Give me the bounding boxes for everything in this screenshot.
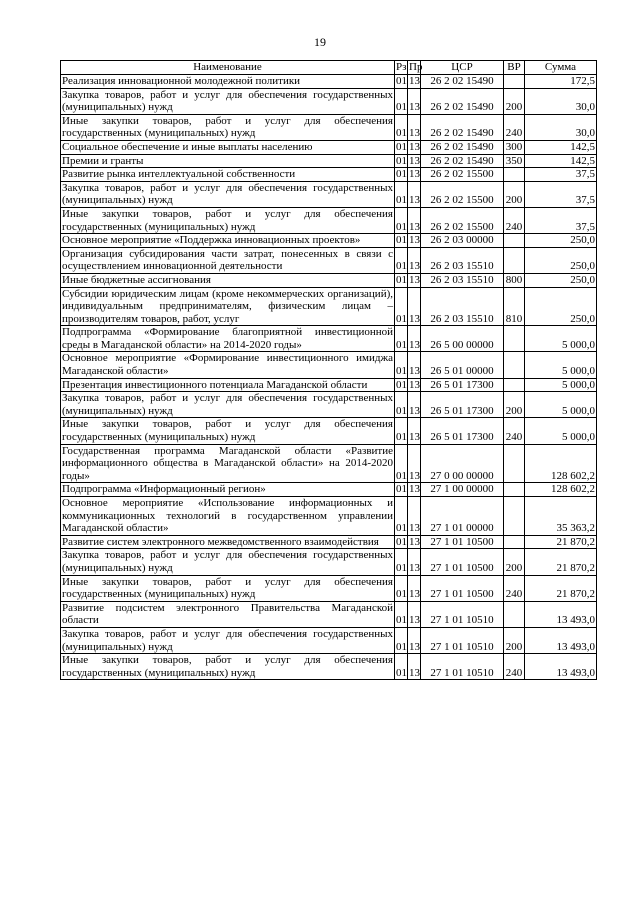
row-pr-cell: 13 [408, 627, 421, 653]
row-pr-cell: 13 [408, 247, 421, 273]
row-vr-cell [504, 378, 525, 392]
row-pr-cell: 13 [408, 654, 421, 680]
row-pr-cell: 13 [408, 207, 421, 233]
row-csr-cell: 26 2 03 15510 [421, 247, 504, 273]
row-pr-cell: 13 [408, 392, 421, 418]
row-vr-cell [504, 168, 525, 182]
row-pr-cell: 13 [409, 535, 420, 548]
row-vr-cell: 200 [504, 181, 525, 207]
table-row [61, 654, 597, 680]
row-name-cell: Развитие систем электронного межведомственного взаимодействия [61, 535, 395, 549]
row-csr-cell: 26 2 02 15500 [421, 181, 504, 207]
row-sum-cell: 128 602,2 [525, 444, 597, 483]
table-row [61, 154, 597, 168]
table-row [61, 392, 597, 418]
row-vr-cell: 200 [504, 627, 525, 653]
row-vr-cell: 350 [504, 154, 525, 168]
row-csr-cell: 27 1 00 00000 [421, 483, 504, 497]
row-name-cell: Иные бюджетные ассигнования [61, 273, 395, 287]
row-vr-cell: 240 [504, 207, 525, 233]
header-csr: ЦСР [421, 61, 504, 75]
row-vr-cell: 240 [504, 418, 525, 444]
row-rz-cell: 01 [396, 168, 407, 181]
row-name-cell: Основное мероприятие «Формирование инвестиционного имиджа Магаданской области» [62, 352, 393, 378]
row-csr-cell: 26 5 01 17300 [421, 418, 504, 444]
row-name-cell: Иные закупки товаров, работ и услуг для обеспечения государственных (муниципальных) нужд [62, 207, 393, 233]
row-rz-cell: 01 [395, 497, 408, 536]
row-sum-cell: 250,0 [525, 287, 597, 326]
row-name-cell: Основное мероприятие «Использование информационных и коммуникационных технологий в государственном управлении Магаданской области» [62, 497, 393, 535]
row-csr-cell: 27 1 01 10500 [421, 575, 504, 601]
row-sum-cell: 5 000,0 [525, 392, 597, 418]
row-rz-cell: 01 [396, 483, 407, 496]
row-name-cell: Закупка товаров, работ и услуг для обеспечения государственных (муниципальных) нужд [62, 627, 393, 653]
row-rz-cell: 01 [396, 535, 407, 548]
row-vr-cell: 300 [504, 140, 525, 154]
row-rz-cell: 01 [395, 352, 408, 378]
row-name-cell: Организация субсидирования части затрат, понесенных в связи с осуществлением инновационной деятельности [62, 247, 393, 273]
row-csr-cell: 26 2 03 15510 [421, 287, 504, 326]
row-vr-cell [504, 247, 525, 273]
row-csr-cell: 26 2 03 00000 [421, 234, 504, 248]
row-csr-cell: 26 5 00 00000 [421, 326, 504, 352]
row-pr-cell: 13 [408, 181, 421, 207]
row-csr-cell: 27 1 01 10500 [421, 549, 504, 575]
row-rz-cell: 01 [396, 234, 407, 247]
row-sum-cell: 21 870,2 [525, 575, 597, 601]
row-sum-cell: 37,5 [525, 207, 597, 233]
table-row [61, 287, 597, 326]
header-rz: Рз [396, 61, 407, 74]
row-csr-cell: 26 2 02 15500 [421, 168, 504, 182]
row-csr-cell: 26 2 02 15490 [421, 154, 504, 168]
table-row [61, 168, 597, 182]
row-vr-cell [504, 497, 525, 536]
row-pr-cell: 13 [408, 114, 421, 140]
row-sum-cell: 128 602,2 [525, 483, 597, 497]
header-pr: Пр [409, 61, 423, 74]
row-name-cell: Иные закупки товаров, работ и услуг для обеспечения государственных (муниципальных) нужд [62, 114, 393, 140]
table-row [61, 575, 597, 601]
table-row [61, 483, 597, 497]
table-header-row [61, 61, 597, 75]
row-sum-cell: 5 000,0 [525, 352, 597, 378]
row-pr-cell: 13 [408, 287, 421, 326]
row-csr-cell: 26 2 02 15500 [421, 207, 504, 233]
row-vr-cell: 200 [504, 88, 525, 114]
row-vr-cell: 240 [504, 654, 525, 680]
row-csr-cell: 27 1 01 10500 [421, 535, 504, 549]
row-csr-cell: 26 2 03 15510 [421, 273, 504, 287]
row-sum-cell: 13 493,0 [525, 627, 597, 653]
row-vr-cell: 810 [504, 287, 525, 326]
row-pr-cell: 13 [409, 234, 420, 247]
table-row [61, 273, 597, 287]
row-sum-cell: 250,0 [525, 247, 597, 273]
row-name-cell: Развитие рынка интеллектуальной собственности [61, 168, 395, 182]
row-pr-cell: 13 [408, 575, 421, 601]
table-row [61, 627, 597, 653]
row-pr-cell: 13 [409, 378, 420, 391]
row-sum-cell: 5 000,0 [525, 326, 597, 352]
table-row [61, 247, 597, 273]
row-pr-cell: 13 [408, 549, 421, 575]
row-pr-cell: 13 [409, 75, 420, 87]
page-number: 19 [314, 35, 326, 49]
row-vr-cell [504, 75, 525, 89]
budget-table [60, 60, 597, 680]
row-rz-cell: 01 [395, 549, 408, 575]
row-name-cell: Иные закупки товаров, работ и услуг для обеспечения государственных (муниципальных) нужд [62, 575, 393, 601]
row-name-cell: Закупка товаров, работ и услуг для обеспечения государственных (муниципальных) нужд [62, 88, 393, 114]
header-sum: Сумма [525, 61, 597, 75]
table-row [61, 75, 597, 89]
row-vr-cell [504, 444, 525, 483]
row-rz-cell: 01 [395, 444, 408, 483]
row-csr-cell: 26 2 02 15490 [421, 140, 504, 154]
row-rz-cell: 01 [395, 326, 408, 352]
header-name: Наименование [61, 61, 395, 75]
row-name-cell: Субсидии юридическим лицам (кроме некоммерческих организаций), индивидуальным предпринимателям, физическим лицам – производителям товаров, работ, услуг [62, 287, 393, 325]
row-csr-cell: 27 1 01 10510 [421, 627, 504, 653]
table-row [61, 140, 597, 154]
row-name-cell: Реализация инновационной молодежной политики [61, 75, 395, 89]
table-row [61, 497, 597, 536]
row-name-cell: Премии и гранты [61, 154, 395, 168]
row-rz-cell: 01 [395, 88, 408, 114]
row-csr-cell: 27 1 01 00000 [421, 497, 504, 536]
row-rz-cell: 01 [395, 114, 408, 140]
row-name-cell: Государственная программа Магаданской области «Развитие информационного общества в Магаданской области» на 2014-2020 годы» [62, 444, 393, 482]
row-pr-cell: 13 [408, 497, 421, 536]
row-sum-cell: 250,0 [525, 273, 597, 287]
row-name-cell: Иные закупки товаров, работ и услуг для обеспечения государственных (муниципальных) нужд [62, 418, 393, 444]
row-sum-cell: 21 870,2 [525, 549, 597, 575]
row-rz-cell: 01 [396, 140, 407, 153]
row-rz-cell: 01 [395, 575, 408, 601]
row-sum-cell: 142,5 [525, 154, 597, 168]
row-sum-cell: 13 493,0 [525, 654, 597, 680]
row-sum-cell: 37,5 [525, 181, 597, 207]
row-pr-cell: 13 [409, 140, 420, 153]
row-name-cell: Основное мероприятие «Поддержка инновационных проектов» [61, 234, 395, 248]
row-name-cell: Развитие подсистем электронного Правительства Магаданской области [62, 601, 393, 627]
row-sum-cell: 21 870,2 [525, 535, 597, 549]
row-sum-cell: 35 363,2 [525, 497, 597, 536]
table-row [61, 326, 597, 352]
row-name-cell: Закупка товаров, работ и услуг для обеспечения государственных (муниципальных) нужд [62, 392, 393, 417]
row-vr-cell [504, 326, 525, 352]
row-pr-cell: 13 [408, 352, 421, 378]
table-row [61, 352, 597, 378]
table-row [61, 207, 597, 233]
row-pr-cell: 13 [409, 483, 420, 496]
row-rz-cell: 01 [395, 392, 408, 418]
table-row [61, 418, 597, 444]
row-pr-cell: 13 [408, 444, 421, 483]
row-pr-cell: 13 [409, 168, 420, 181]
row-vr-cell: 240 [504, 114, 525, 140]
table-row [61, 114, 597, 140]
table-row [61, 549, 597, 575]
row-pr-cell: 13 [409, 273, 420, 286]
row-csr-cell: 27 1 01 10510 [421, 654, 504, 680]
row-rz-cell: 01 [395, 627, 408, 653]
row-csr-cell: 26 2 02 15490 [421, 88, 504, 114]
row-name-cell: Подпрограмма «Информационный регион» [61, 483, 395, 497]
row-sum-cell: 30,0 [525, 88, 597, 114]
row-vr-cell [504, 601, 525, 627]
header-vr: ВР [504, 61, 525, 75]
row-rz-cell: 01 [396, 273, 407, 286]
row-sum-cell: 172,5 [525, 75, 597, 89]
row-rz-cell: 01 [396, 378, 407, 391]
table-row [61, 234, 597, 248]
row-vr-cell: 240 [504, 575, 525, 601]
row-sum-cell: 13 493,0 [525, 601, 597, 627]
row-pr-cell: 13 [408, 601, 421, 627]
row-rz-cell: 01 [396, 75, 407, 87]
row-csr-cell: 26 2 02 15490 [421, 75, 504, 89]
row-sum-cell: 142,5 [525, 140, 597, 154]
row-vr-cell [504, 234, 525, 248]
row-vr-cell: 800 [504, 273, 525, 287]
table-row [61, 181, 597, 207]
row-rz-cell: 01 [395, 287, 408, 326]
table-row [61, 444, 597, 483]
row-name-cell: Закупка товаров, работ и услуг для обеспечения государственных (муниципальных) нужд [62, 549, 393, 574]
table-row [61, 88, 597, 114]
row-sum-cell: 5 000,0 [525, 418, 597, 444]
row-sum-cell: 5 000,0 [525, 378, 597, 392]
row-pr-cell: 13 [408, 88, 421, 114]
row-csr-cell: 26 5 01 17300 [421, 392, 504, 418]
row-name-cell: Закупка товаров, работ и услуг для обеспечения государственных (муниципальных) нужд [62, 181, 393, 207]
row-pr-cell: 13 [409, 154, 420, 167]
row-vr-cell: 200 [504, 549, 525, 575]
row-csr-cell: 26 5 01 00000 [421, 352, 504, 378]
table-row [61, 601, 597, 627]
row-rz-cell: 01 [395, 418, 408, 444]
row-sum-cell: 37,5 [525, 168, 597, 182]
row-sum-cell: 30,0 [525, 114, 597, 140]
row-rz-cell: 01 [395, 181, 408, 207]
row-csr-cell: 27 1 01 10510 [421, 601, 504, 627]
row-csr-cell: 26 2 02 15490 [421, 114, 504, 140]
table-row [61, 378, 597, 392]
table-row [61, 535, 597, 549]
row-name-cell: Иные закупки товаров, работ и услуг для обеспечения государственных (муниципальных) нужд [62, 654, 393, 679]
row-pr-cell: 13 [408, 418, 421, 444]
row-rz-cell: 01 [395, 654, 408, 680]
row-sum-cell: 250,0 [525, 234, 597, 248]
row-vr-cell [504, 352, 525, 378]
table-body [61, 75, 597, 680]
row-rz-cell: 01 [395, 247, 408, 273]
row-csr-cell: 26 5 01 17300 [421, 378, 504, 392]
row-name-cell: Социальное обеспечение и иные выплаты населению [61, 140, 395, 154]
row-rz-cell: 01 [395, 207, 408, 233]
row-name-cell: Презентация инвестиционного потенциала Магаданской области [61, 378, 395, 392]
row-rz-cell: 01 [396, 154, 407, 167]
row-vr-cell [504, 483, 525, 497]
row-vr-cell: 200 [504, 392, 525, 418]
row-csr-cell: 27 0 00 00000 [421, 444, 504, 483]
row-name-cell: Подпрограмма «Формирование благоприятной инвестиционной среды в Магаданской области» на 2014-2020 годы» [62, 326, 393, 351]
row-rz-cell: 01 [395, 601, 408, 627]
row-vr-cell [504, 535, 525, 549]
row-pr-cell: 13 [408, 326, 421, 352]
